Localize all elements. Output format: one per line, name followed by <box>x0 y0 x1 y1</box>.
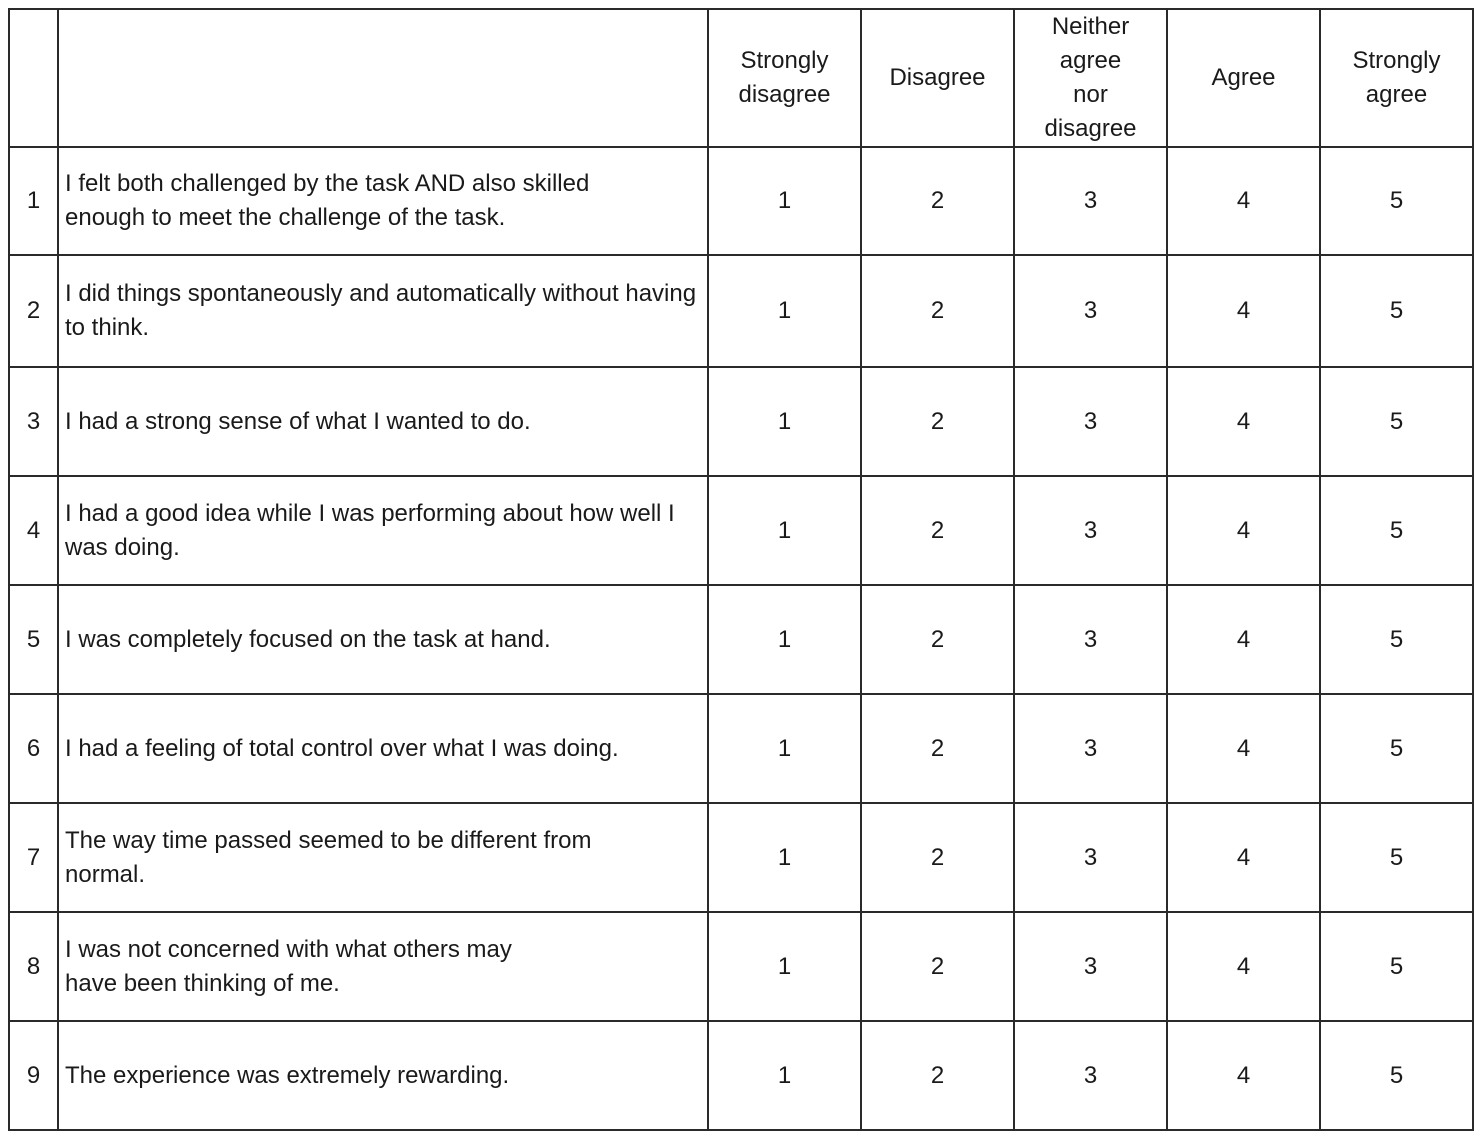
score-disagree[interactable]: 2 <box>861 147 1014 255</box>
score-strongly-disagree[interactable]: 1 <box>708 367 861 476</box>
score-neither[interactable]: 3 <box>1014 1021 1167 1130</box>
score-disagree[interactable]: 2 <box>861 694 1014 803</box>
header-disagree: Disagree <box>861 9 1014 147</box>
row-number: 5 <box>9 585 58 694</box>
header-strongly-agree: Strongly agree <box>1320 9 1473 147</box>
score-agree[interactable]: 4 <box>1167 367 1320 476</box>
score-disagree[interactable]: 2 <box>861 803 1014 912</box>
score-strongly-disagree[interactable]: 1 <box>708 585 861 694</box>
header-number-cell <box>9 9 58 147</box>
score-disagree[interactable]: 2 <box>861 585 1014 694</box>
score-disagree[interactable]: 2 <box>861 255 1014 367</box>
score-strongly-disagree[interactable]: 1 <box>708 147 861 255</box>
score-agree[interactable]: 4 <box>1167 476 1320 585</box>
likert-scale-table <box>8 8 1474 1131</box>
score-strongly-agree[interactable]: 5 <box>1320 585 1473 694</box>
score-strongly-agree[interactable]: 5 <box>1320 476 1473 585</box>
score-neither[interactable]: 3 <box>1014 912 1167 1021</box>
score-strongly-agree[interactable]: 5 <box>1320 255 1473 367</box>
row-number: 9 <box>9 1021 58 1130</box>
table-row <box>9 147 1473 255</box>
score-strongly-agree[interactable]: 5 <box>1320 1021 1473 1130</box>
score-neither[interactable]: 3 <box>1014 694 1167 803</box>
table-row <box>9 255 1473 367</box>
row-number: 8 <box>9 912 58 1021</box>
score-strongly-agree[interactable]: 5 <box>1320 367 1473 476</box>
score-strongly-disagree[interactable]: 1 <box>708 1021 861 1130</box>
table-row <box>9 912 1473 1021</box>
row-statement: I had a good idea while I was performing about how well I was doing. <box>58 476 708 585</box>
score-disagree[interactable]: 2 <box>861 1021 1014 1130</box>
header-statement-cell <box>58 9 708 147</box>
row-number: 1 <box>9 147 58 255</box>
score-strongly-disagree[interactable]: 1 <box>708 255 861 367</box>
row-number: 4 <box>9 476 58 585</box>
score-strongly-disagree[interactable]: 1 <box>708 803 861 912</box>
row-number: 7 <box>9 803 58 912</box>
table-row <box>9 476 1473 585</box>
table-row <box>9 367 1473 476</box>
score-agree[interactable]: 4 <box>1167 1021 1320 1130</box>
score-strongly-disagree[interactable]: 1 <box>708 912 861 1021</box>
row-statement: I had a strong sense of what I wanted to do. <box>58 367 708 476</box>
row-number: 3 <box>9 367 58 476</box>
row-statement: I was not concerned with what others may have been thinking of me. <box>58 912 708 1021</box>
score-neither[interactable]: 3 <box>1014 585 1167 694</box>
row-statement: I had a feeling of total control over what I was doing. <box>58 694 708 803</box>
table-row <box>9 585 1473 694</box>
score-neither[interactable]: 3 <box>1014 367 1167 476</box>
row-statement: The way time passed seemed to be different from normal. <box>58 803 708 912</box>
header-strongly-disagree: Strongly disagree <box>708 9 861 147</box>
score-neither[interactable]: 3 <box>1014 476 1167 585</box>
table-row <box>9 803 1473 912</box>
score-strongly-agree[interactable]: 5 <box>1320 147 1473 255</box>
score-strongly-agree[interactable]: 5 <box>1320 803 1473 912</box>
score-agree[interactable]: 4 <box>1167 803 1320 912</box>
score-neither[interactable]: 3 <box>1014 803 1167 912</box>
row-number: 2 <box>9 255 58 367</box>
score-agree[interactable]: 4 <box>1167 255 1320 367</box>
score-disagree[interactable]: 2 <box>861 912 1014 1021</box>
score-strongly-disagree[interactable]: 1 <box>708 694 861 803</box>
table-row <box>9 1021 1473 1130</box>
row-statement: I felt both challenged by the task AND also skilled enough to meet the challenge of the task. <box>58 147 708 255</box>
row-statement: The experience was extremely rewarding. <box>58 1021 708 1130</box>
score-agree[interactable]: 4 <box>1167 585 1320 694</box>
score-disagree[interactable]: 2 <box>861 476 1014 585</box>
score-strongly-agree[interactable]: 5 <box>1320 912 1473 1021</box>
header-neither: Neither agree nor disagree <box>1014 9 1167 147</box>
header-agree: Agree <box>1167 9 1320 147</box>
score-strongly-disagree[interactable]: 1 <box>708 476 861 585</box>
score-disagree[interactable]: 2 <box>861 367 1014 476</box>
score-agree[interactable]: 4 <box>1167 912 1320 1021</box>
score-agree[interactable]: 4 <box>1167 694 1320 803</box>
score-neither[interactable]: 3 <box>1014 255 1167 367</box>
header-row <box>9 9 1473 147</box>
row-statement: I did things spontaneously and automatically without having to think. <box>58 255 708 367</box>
score-neither[interactable]: 3 <box>1014 147 1167 255</box>
score-agree[interactable]: 4 <box>1167 147 1320 255</box>
row-number: 6 <box>9 694 58 803</box>
score-strongly-agree[interactable]: 5 <box>1320 694 1473 803</box>
row-statement: I was completely focused on the task at hand. <box>58 585 708 694</box>
table-row <box>9 694 1473 803</box>
